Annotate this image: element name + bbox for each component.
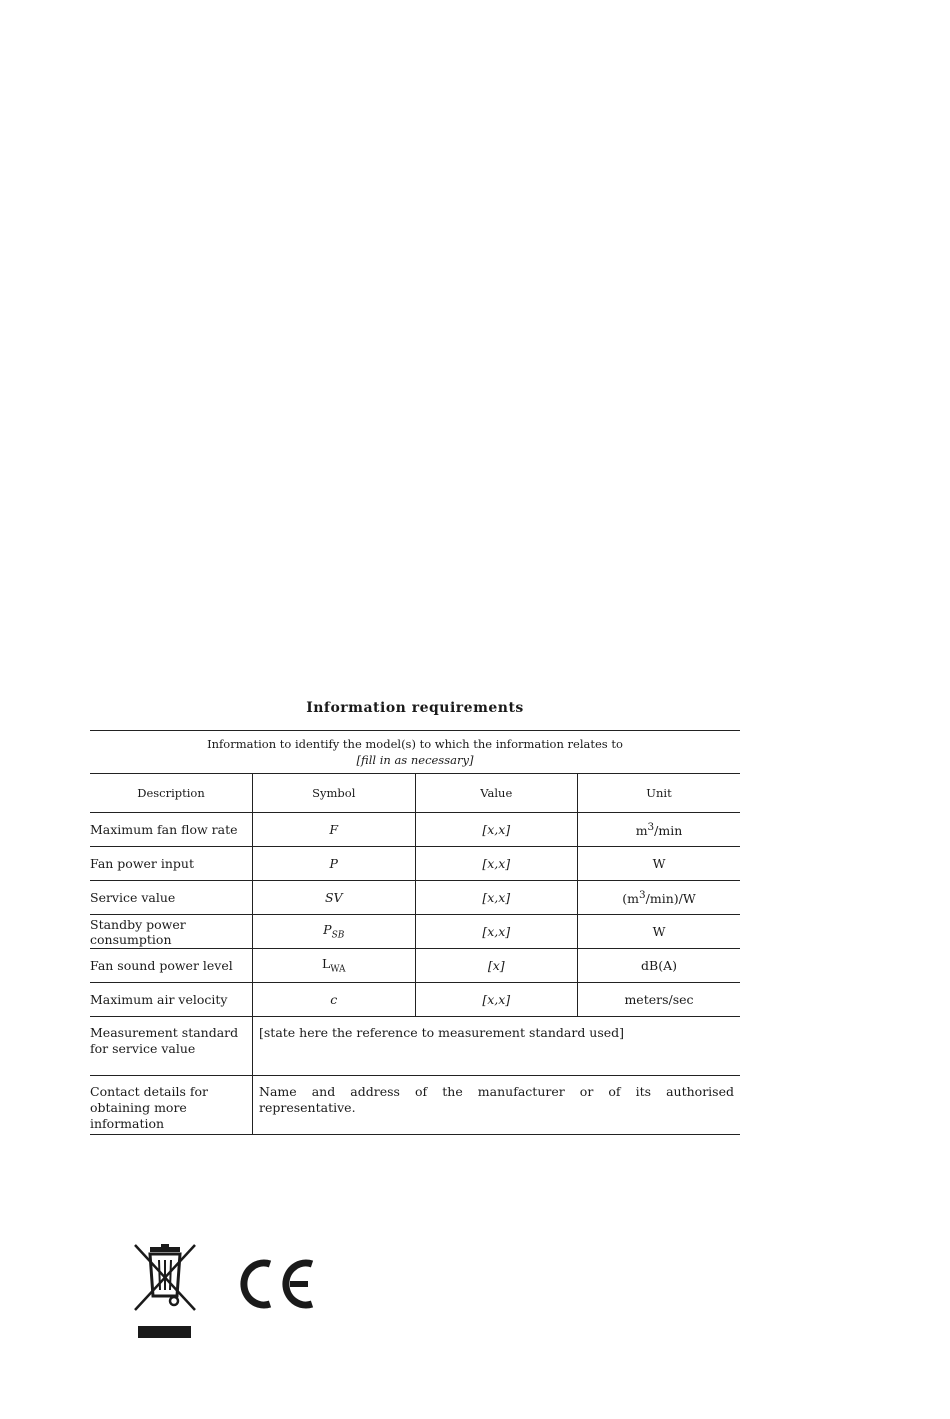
table-row — [90, 983, 740, 1017]
row-unit: meters/sec — [578, 983, 741, 1017]
row-description: Fan sound power level — [90, 949, 253, 983]
row-unit: $m^3/\min$ — [578, 813, 741, 847]
row-symbol: P — [253, 847, 416, 881]
header-description: Description — [90, 774, 253, 813]
header-row — [90, 774, 740, 813]
contact-row — [90, 1076, 740, 1135]
row-unit: dB(A) — [578, 949, 741, 983]
measurement-row — [90, 1017, 740, 1076]
row-value: [x,x] — [415, 813, 578, 847]
identification-cell — [90, 731, 740, 774]
row-value: [x] — [415, 949, 578, 983]
table-row — [90, 847, 740, 881]
fill-in-note: [fill in as necessary] — [356, 753, 474, 767]
identification-row — [90, 731, 740, 774]
table-row — [90, 813, 740, 847]
contact-value: Name and address of the manufacturer or of its authorised representative. — [253, 1076, 741, 1135]
measurement-value: [state here the reference to measurement standard used] — [253, 1017, 741, 1076]
measurement-description: Measurement standard for service value — [90, 1017, 253, 1076]
row-value: [x,x] — [415, 847, 578, 881]
ce-mark-icon — [244, 1263, 312, 1305]
header-value: Value — [415, 774, 578, 813]
row-description: Maximum air velocity — [90, 983, 253, 1017]
table-row — [90, 881, 740, 915]
header-symbol: Symbol — [253, 774, 416, 813]
row-description: Maximum fan flow rate — [90, 813, 253, 847]
table-title: Information requirements — [306, 700, 524, 716]
row-value: [x,x] — [415, 915, 578, 949]
row-unit: W — [578, 915, 741, 949]
identification-text: Information to identify the model(s) to which the information relates to — [207, 737, 623, 751]
compliance-logos — [130, 1240, 330, 1344]
row-unit: $(m^3/\min)/W$ — [578, 881, 741, 915]
row-symbol: SV — [253, 881, 416, 915]
row-symbol: $L_{WA}$ — [253, 949, 416, 983]
row-value: [x,x] — [415, 881, 578, 915]
row-description: Standby power consumption — [90, 915, 253, 949]
row-unit: W — [578, 847, 741, 881]
crossed-out-wheelie-bin-icon — [135, 1244, 195, 1338]
information-table — [90, 730, 740, 1135]
row-symbol: $P_{SB}$ — [253, 915, 416, 949]
weee-ce-logos — [130, 1240, 330, 1340]
row-symbol: F — [253, 813, 416, 847]
row-value: [x,x] — [415, 983, 578, 1017]
row-symbol: c — [253, 983, 416, 1017]
row-description: Fan power input — [90, 847, 253, 881]
header-unit: Unit — [578, 774, 741, 813]
row-description: Service value — [90, 881, 253, 915]
table-row — [90, 949, 740, 983]
table-row — [90, 915, 740, 949]
contact-description: Contact details for obtaining more information — [90, 1076, 253, 1135]
